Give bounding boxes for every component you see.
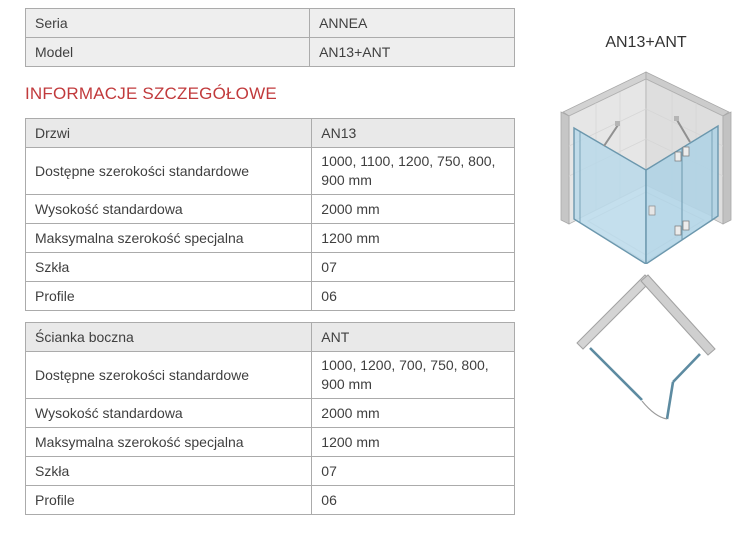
table-row — [26, 457, 515, 486]
top-view-side-panel — [590, 348, 642, 400]
spec-row-value: 2000 mm — [312, 195, 515, 224]
top-view-left-wall — [577, 275, 651, 349]
spec-row-label: Wysokość standardowa — [26, 195, 312, 224]
table-row — [26, 399, 515, 428]
top-view-right-wall — [641, 275, 715, 355]
spec-header-label: Drzwi — [26, 119, 312, 148]
spec-row-value: 1200 mm — [312, 224, 515, 253]
table-header-row — [26, 323, 515, 352]
diagram-model-label: AN13+ANT — [605, 34, 687, 51]
spec-header-value: AN13 — [312, 119, 515, 148]
spec-row-label: Szkła — [26, 253, 312, 282]
table-row — [26, 224, 515, 253]
info-row-value: ANNEA — [310, 9, 515, 38]
table-row — [26, 38, 515, 67]
section-heading: INFORMACJE SZCZEGÓŁOWE — [25, 84, 277, 103]
table-row — [26, 428, 515, 457]
spec-row-label: Maksymalna szerokość specjalna — [26, 428, 312, 457]
left-wall-outer-edge — [561, 112, 569, 224]
spec-row-label: Wysokość standardowa — [26, 399, 312, 428]
shower-enclosure-3d-diagram — [556, 68, 739, 264]
table-header-row — [26, 119, 515, 148]
table-row — [26, 253, 515, 282]
spec-row-value: 07 — [312, 253, 515, 282]
spec-row-value: 2000 mm — [312, 399, 515, 428]
spec-row-label: Maksymalna szerokość specjalna — [26, 224, 312, 253]
support-bar-mount — [615, 121, 620, 126]
top-view-fixed-segment — [673, 354, 700, 382]
table-row — [26, 148, 515, 195]
spec-row-label: Dostępne szerokości standardowe — [26, 148, 312, 195]
spec-row-value: 07 — [312, 457, 515, 486]
table-row — [26, 195, 515, 224]
spec-row-label: Profile — [26, 486, 312, 515]
top-view-open-door — [667, 382, 673, 419]
table-row — [26, 486, 515, 515]
spec-row-value: 06 — [312, 282, 515, 311]
door-handle — [649, 206, 655, 215]
spec-header-value: ANT — [312, 323, 515, 352]
right-wall-outer-edge — [723, 112, 731, 224]
diagram-block — [552, 34, 739, 52]
table-row — [26, 9, 515, 38]
spec-row-value: 1200 mm — [312, 428, 515, 457]
spec-row-value: 1000, 1100, 1200, 750, 800, 900 mm — [312, 148, 515, 195]
seria-model-table — [25, 8, 515, 67]
spec-row-label: Dostępne szerokości standardowe — [26, 352, 312, 399]
spec-row-value: 1000, 1200, 700, 750, 800, 900 mm — [312, 352, 515, 399]
spec-row-value: 06 — [312, 486, 515, 515]
spec-row-label: Szkła — [26, 457, 312, 486]
door-swing-arc — [642, 401, 667, 419]
table-row — [26, 282, 515, 311]
info-row-value: AN13+ANT — [310, 38, 515, 67]
spec-row-label: Profile — [26, 282, 312, 311]
shower-enclosure-top-view-diagram — [576, 270, 726, 442]
drzwi-spec-table — [25, 118, 515, 311]
support-bar-mount — [674, 116, 679, 121]
spec-header-label: Ścianka boczna — [26, 323, 312, 352]
info-row-label: Seria — [26, 9, 310, 38]
scianka-boczna-spec-table — [25, 322, 515, 515]
table-row — [26, 352, 515, 399]
info-row-label: Model — [26, 38, 310, 67]
